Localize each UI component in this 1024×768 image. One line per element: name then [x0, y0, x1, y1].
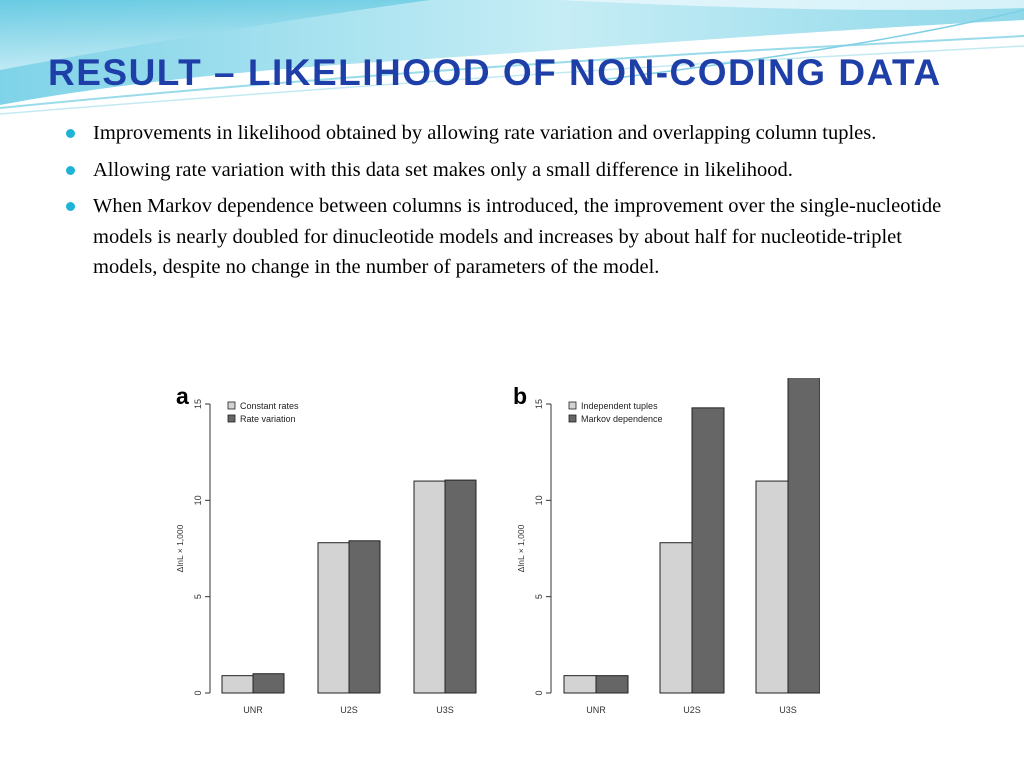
legend-swatch	[228, 415, 235, 422]
figure-area	[170, 378, 820, 718]
legend-swatch	[569, 415, 576, 422]
bar-u2s-series-0	[660, 543, 692, 693]
y-tick-label: 0	[534, 690, 544, 696]
slide-title: RESULT – LIKELIHOOD OF NON-CODING DATA	[48, 52, 942, 93]
bar-u2s-series-0	[318, 543, 349, 693]
legend-label: Constant rates	[240, 401, 299, 411]
bullet-item: Allowing rate variation with this data set makes only a small difference in likelihood.	[66, 155, 946, 186]
y-tick-label: 15	[193, 398, 203, 410]
legend-swatch	[569, 402, 576, 409]
bar-u3s-series-0	[414, 481, 445, 693]
y-tick-label: 10	[534, 495, 544, 506]
bar-unr-series-1	[596, 676, 628, 693]
bar-unr-series-0	[564, 676, 596, 693]
x-tick-label: U2S	[340, 705, 358, 715]
bullet-list	[66, 118, 946, 289]
x-tick-label: UNR	[586, 705, 606, 715]
legend-label: Independent tuples	[581, 401, 658, 411]
bar-u3s-series-1	[445, 480, 476, 693]
y-axis-label: ΔlnL × 1,000	[516, 524, 526, 573]
bar-u3s-series-1	[788, 378, 820, 693]
bar-u2s-series-1	[349, 541, 380, 693]
bar-unr-series-1	[253, 674, 284, 693]
x-tick-label: U3S	[779, 705, 797, 715]
y-tick-label: 5	[534, 594, 544, 600]
bullet-item: When Markov dependence between columns is introduced, the improvement over the single-nucleotide models is nearly doubled for dinucleotide models and increases by about half for nucleotide-triplet models, despite no change in the number of parameters of the model.	[66, 191, 946, 283]
bar-u3s-series-0	[756, 481, 788, 693]
bar-unr-series-0	[222, 676, 253, 693]
bullet-item: Improvements in likelihood obtained by allowing rate variation and overlapping column tuples.	[66, 118, 946, 149]
bar-u2s-series-1	[692, 408, 724, 693]
legend-label: Markov dependence	[581, 414, 663, 424]
panel-label: b	[513, 383, 528, 409]
y-axis-label: ΔlnL × 1,000	[175, 524, 185, 573]
x-tick-label: U3S	[436, 705, 454, 715]
panel-label: a	[176, 383, 189, 409]
x-tick-label: U2S	[683, 705, 701, 715]
legend-swatch	[228, 402, 235, 409]
bar-charts	[170, 378, 820, 718]
legend-label: Rate variation	[240, 414, 296, 424]
y-tick-label: 0	[193, 690, 203, 696]
y-tick-label: 10	[193, 495, 203, 506]
y-tick-label: 5	[193, 594, 203, 600]
y-tick-label: 15	[534, 398, 544, 410]
x-tick-label: UNR	[243, 705, 263, 715]
